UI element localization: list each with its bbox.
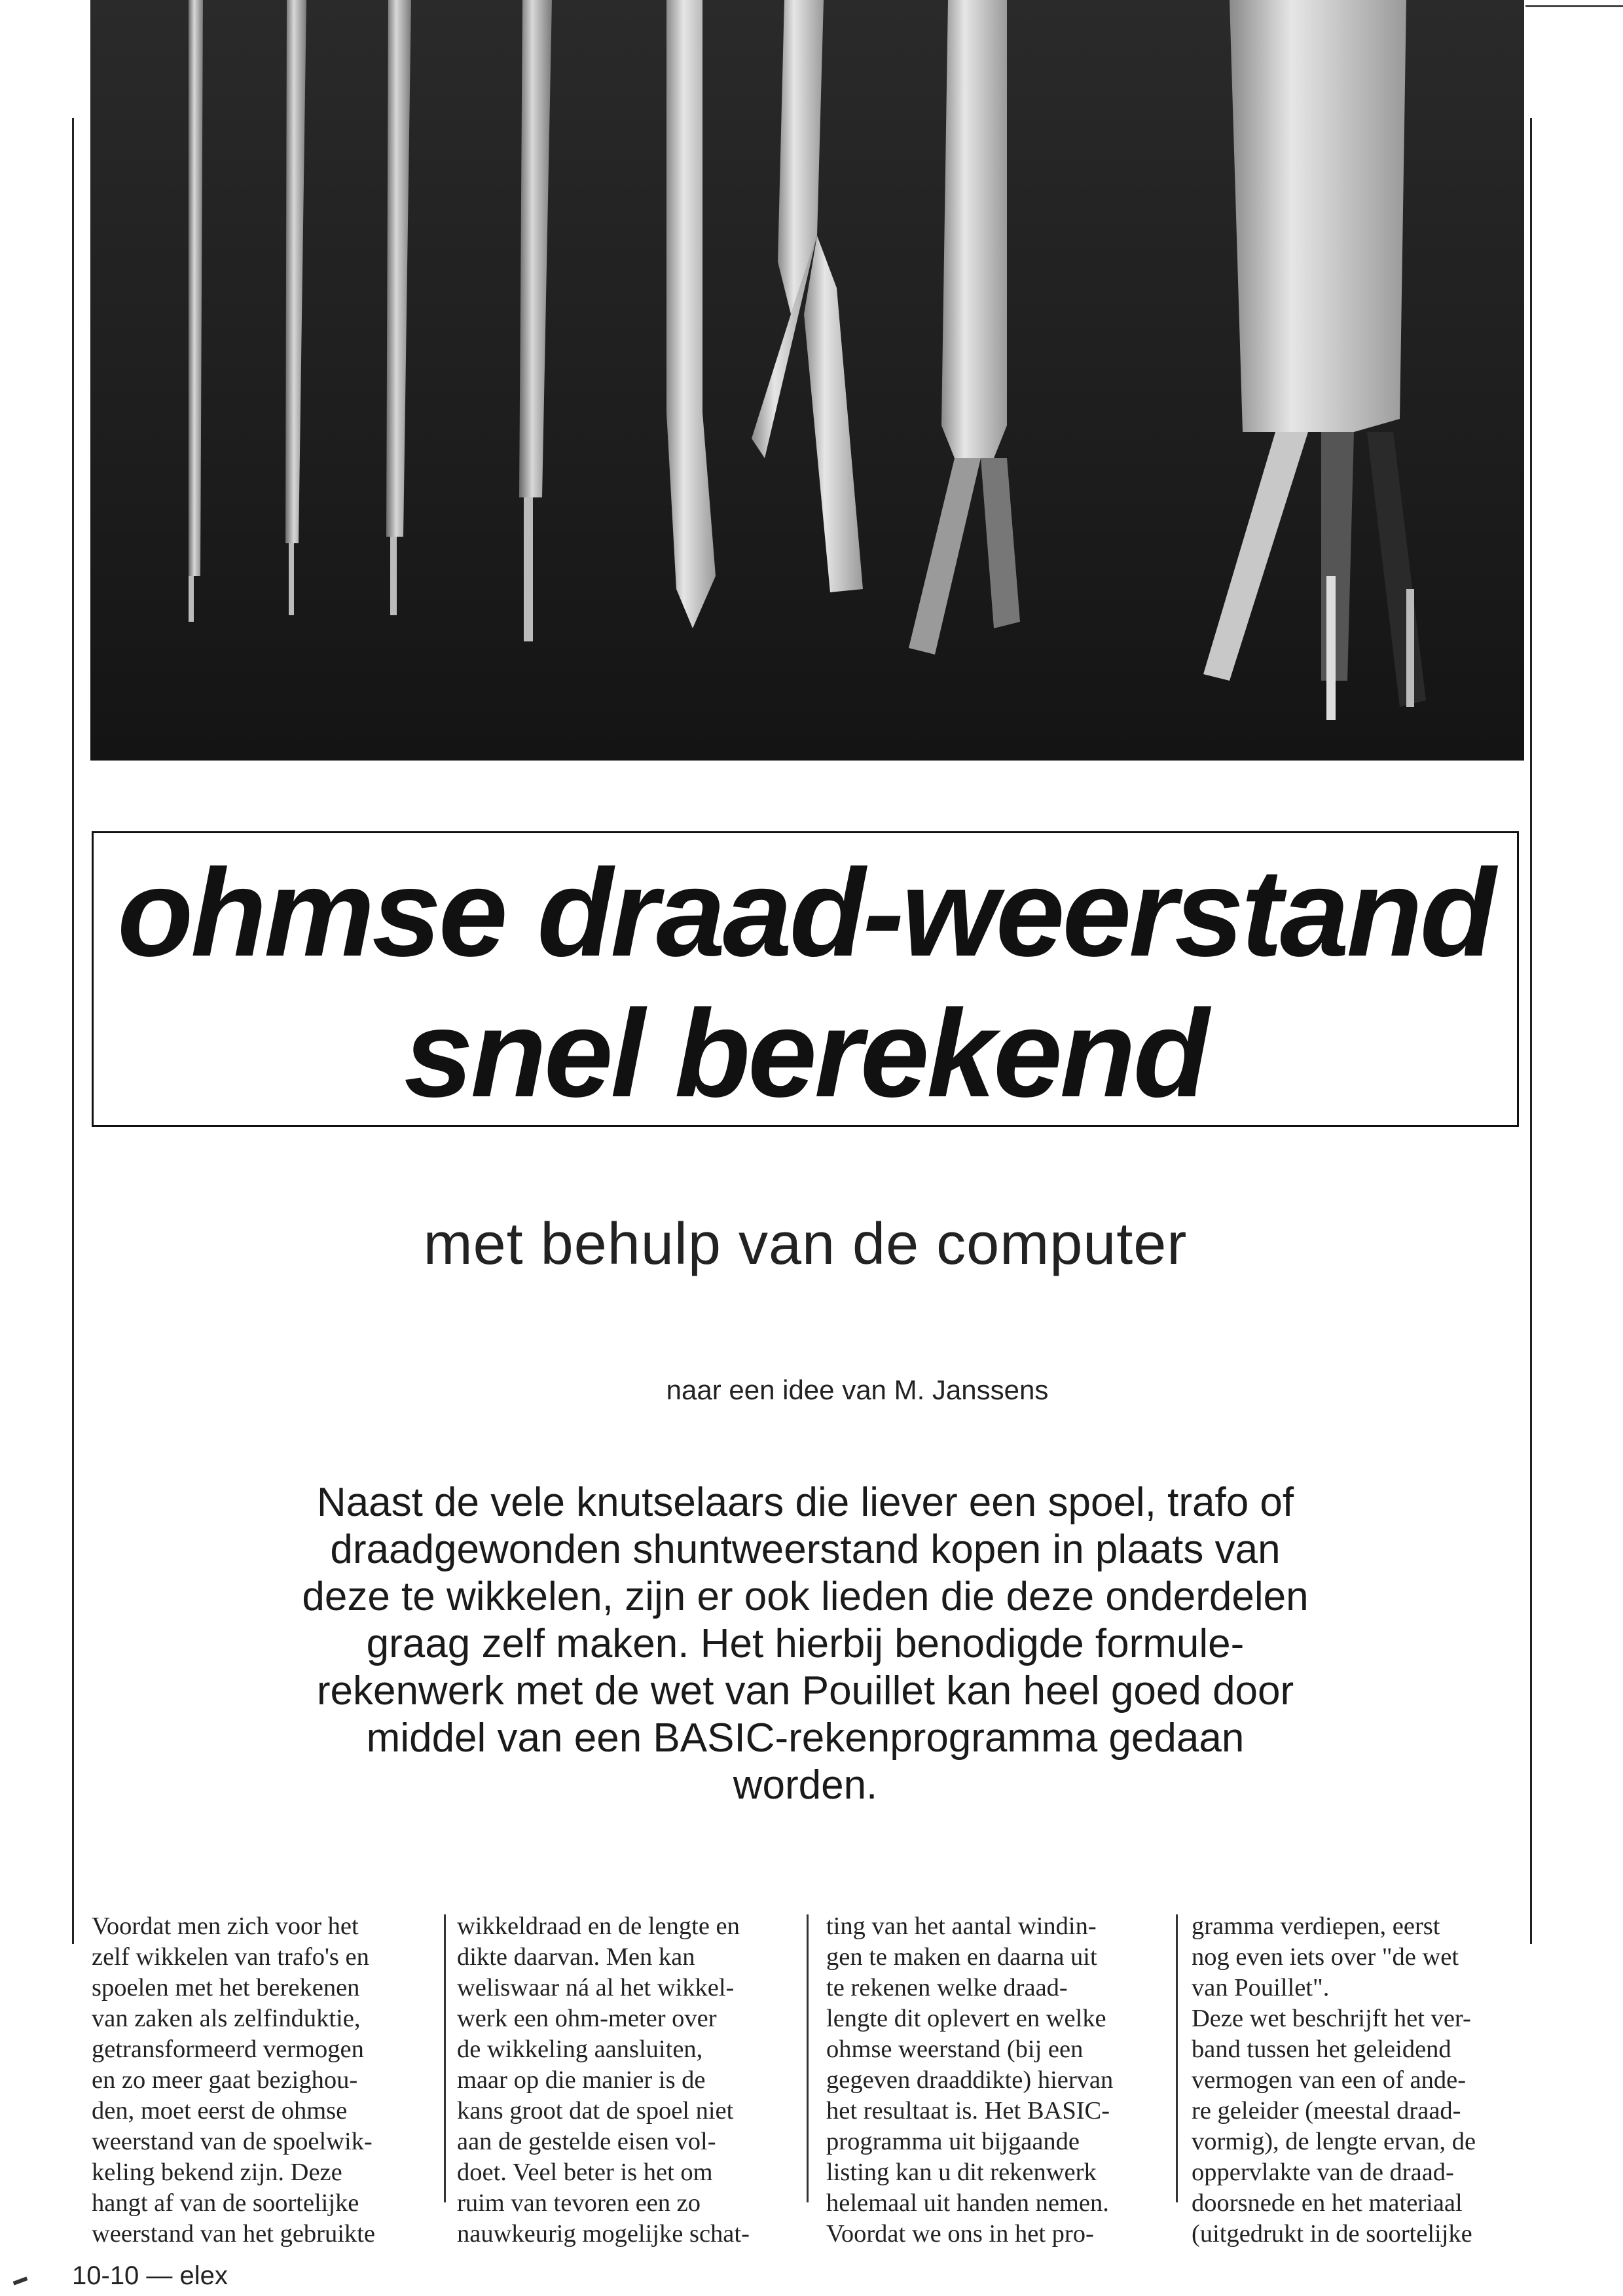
body-line: aan de gestelde eisen vol- — [457, 2128, 716, 2155]
column-divider — [444, 1914, 446, 2202]
intro-paragraph — [249, 1479, 1362, 1809]
body-line: weliswaar ná al het wikkel- — [457, 1974, 735, 2001]
page-footer: 10-10 — elex — [72, 2261, 228, 2290]
body-line: ruim van tevoren een zo — [457, 2189, 701, 2217]
body-line: Deze wet beschrijft het ver- — [1192, 2005, 1471, 2032]
body-line: listing kan u dit rekenwerk — [826, 2159, 1097, 2186]
body-line: te rekenen welke draad- — [826, 1974, 1068, 2001]
body-line: weerstand van het gebruikte — [92, 2220, 375, 2248]
body-line: vormig), de lengte ervan, de — [1192, 2128, 1476, 2155]
intro-line: deze te wikkelen, zijn er ook lieden die deze onderdelen — [302, 1574, 1309, 1619]
article-subtitle: met behulp van de computer — [423, 1211, 1188, 1277]
body-line: oppervlakte van de draad- — [1192, 2159, 1454, 2186]
body-line: gramma verdiepen, eerst — [1192, 1912, 1440, 1940]
body-column-1 — [92, 1911, 432, 2250]
author-text: naar een idee van M. Janssens — [666, 1374, 1049, 1405]
body-column-3 — [826, 1911, 1167, 2250]
body-line: Voordat men zich voor het — [92, 1912, 359, 1940]
column-divider — [807, 1914, 809, 2202]
body-line: en zo meer gaat bezighou- — [92, 2066, 358, 2094]
body-line: werk een ohm-meter over — [457, 2005, 717, 2032]
intro-line: draadgewonden shuntweerstand kopen in plaats van — [330, 1527, 1281, 1572]
body-line: gen te maken en daarna uit — [826, 1943, 1097, 1971]
article-title-line-1: ohmse draad-weerstand — [117, 844, 1493, 982]
body-line: weerstand van de spoelwik- — [92, 2128, 373, 2155]
body-column-2 — [457, 1911, 797, 2250]
intro-line: graag zelf maken. Het hierbij benodigde formule- — [366, 1621, 1245, 1666]
body-line: de wikkeling aansluiten, — [457, 2036, 703, 2063]
body-line: helemaal uit handen nemen. — [826, 2189, 1109, 2217]
body-line: band tussen het geleidend — [1192, 2036, 1451, 2063]
author-credit — [0, 1374, 1623, 1406]
body-line: spoelen met het berekenen — [92, 1974, 360, 2001]
column-divider — [1176, 1914, 1178, 2202]
intro-line: rekenwerk met de wet van Pouillet kan heel goed door — [316, 1668, 1294, 1713]
body-line: doet. Veel beter is het om — [457, 2159, 713, 2186]
body-line: van zaken als zelfinduktie, — [92, 2005, 361, 2032]
body-line: lengte dit oplevert en welke — [826, 2005, 1106, 2032]
body-line: maar op die manier is de — [457, 2066, 706, 2094]
intro-line: middel van een BASIC-rekenprogramma gedaan — [366, 1715, 1245, 1761]
body-line: vermogen van een of ande- — [1192, 2066, 1467, 2094]
body-line: nauwkeurig mogelijke schat- — [457, 2220, 750, 2248]
page-mark — [13, 2276, 28, 2285]
body-line: gegeven draaddikte) hiervan — [826, 2066, 1114, 2094]
body-line: keling bekend zijn. Deze — [92, 2159, 342, 2186]
intro-line: worden. — [733, 1763, 878, 1808]
body-line: zelf wikkelen van trafo's en — [92, 1943, 369, 1971]
right-frame-rule — [1530, 118, 1532, 1944]
body-line: doorsnede en het materiaal — [1192, 2189, 1463, 2217]
intro-line: Naast de vele knutselaars die liever een spoel, trafo of — [316, 1480, 1294, 1525]
top-rule — [1525, 5, 1623, 7]
body-line: kans groot dat de spoel niet — [457, 2097, 734, 2125]
body-line: (uitgedrukt in de soortelijke — [1192, 2220, 1472, 2248]
body-line: hangt af van de soortelijke — [92, 2189, 359, 2217]
body-line: ting van het aantal windin- — [826, 1912, 1097, 1940]
wires-illustration — [90, 0, 1524, 761]
body-line: dikte daarvan. Men kan — [457, 1943, 695, 1971]
body-line: programma uit bijgaande — [826, 2128, 1080, 2155]
left-frame-rule — [72, 118, 74, 1944]
body-line: re geleider (meestal draad- — [1192, 2097, 1461, 2125]
body-line: getransformeerd vermogen — [92, 2036, 364, 2063]
body-line: van Pouillet". — [1192, 1974, 1330, 2001]
body-line: het resultaat is. Het BASIC- — [826, 2097, 1110, 2125]
body-line: nog even iets over "de wet — [1192, 1943, 1459, 1971]
article-title-line-2: snel berekend — [404, 984, 1207, 1123]
body-line: wikkeldraad en de lengte en — [457, 1912, 740, 1940]
body-line: ohmse weerstand (bij een — [826, 2036, 1084, 2063]
wires-photo — [90, 0, 1524, 761]
body-line: Voordat we ons in het pro- — [826, 2220, 1094, 2248]
body-column-4 — [1192, 1911, 1532, 2250]
body-line: den, moet eerst de ohmse — [92, 2097, 348, 2125]
